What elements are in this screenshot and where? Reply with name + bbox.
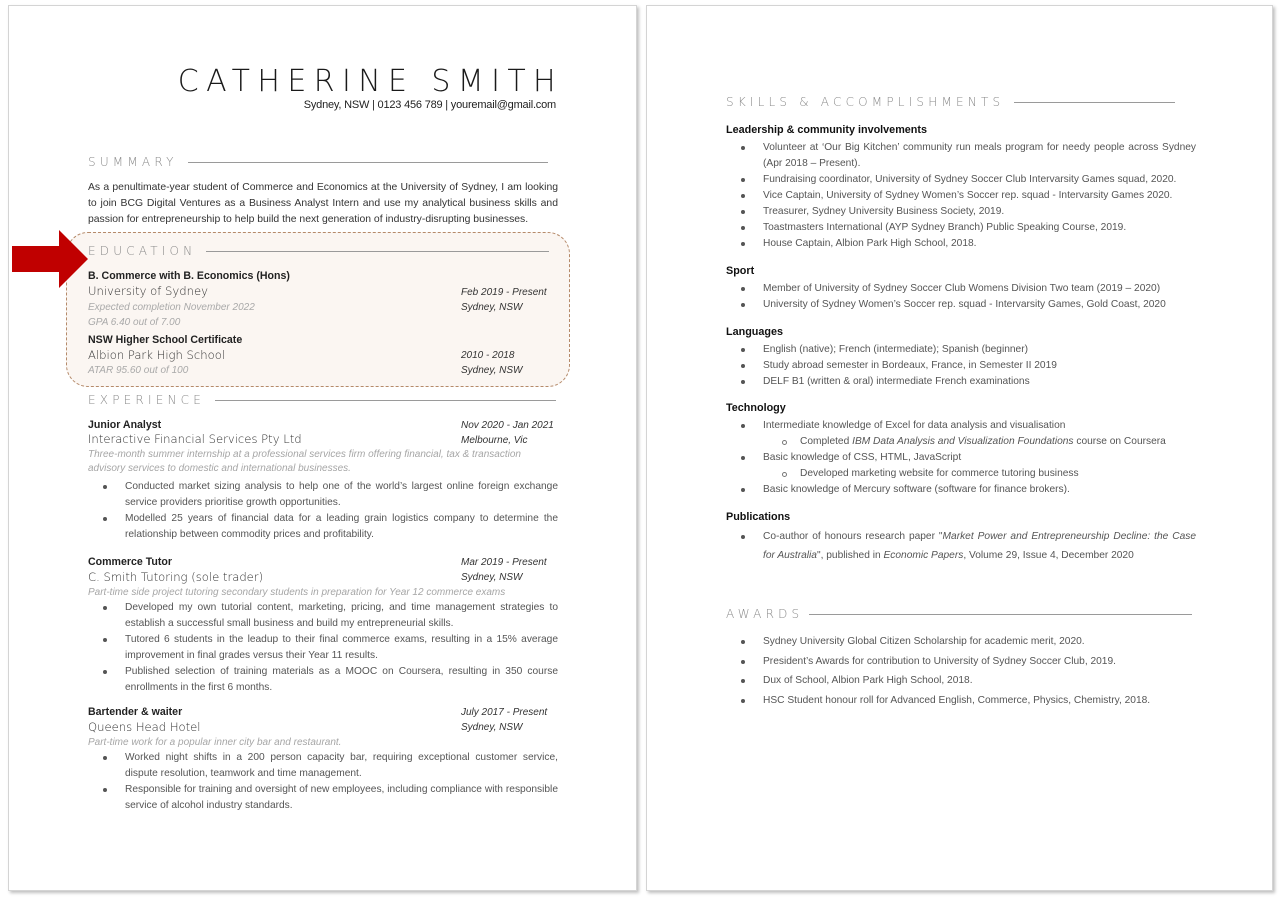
bullet-icon bbox=[741, 178, 745, 182]
experience-rule bbox=[215, 400, 556, 401]
hollow-bullet-icon bbox=[782, 472, 787, 477]
job-1-location: Melbourne, Vic bbox=[461, 435, 528, 446]
list-item: Dux of School, Albion Park High School, 2018. bbox=[726, 671, 1196, 691]
job-3-role: Bartender & waiter bbox=[88, 706, 183, 718]
summary-text: As a penultimate-year student of Commerce and Economics at the University of Sydney, I am looking to join BCG Digital Ventures as a Business Analyst Intern and use my analytical business skills and passion for entrepreneurship to help build the next generation of industry-disrupting businesses. bbox=[88, 182, 558, 225]
awards-heading-text: AWARDS bbox=[726, 607, 804, 621]
list-item: Basic knowledge of CSS, HTML, JavaScript bbox=[726, 450, 1206, 466]
publications-list bbox=[726, 527, 1196, 565]
job-3-location: Sydney, NSW bbox=[461, 722, 523, 733]
education-rule bbox=[206, 251, 549, 252]
edu-2-note-atar: ATAR 95.60 out of 100 bbox=[88, 365, 189, 376]
bullet-icon bbox=[741, 348, 745, 352]
list-item: Treasurer, Sydney University Business Society, 2019. bbox=[726, 204, 1196, 220]
awards-heading bbox=[726, 607, 1192, 621]
technology-heading: Technology bbox=[726, 402, 786, 414]
course-title: IBM Data Analysis and Visualization Foundations bbox=[852, 436, 1074, 447]
bullet-icon bbox=[103, 485, 107, 489]
leadership-list bbox=[726, 140, 1196, 252]
job-3-dates: July 2017 - Present bbox=[461, 707, 548, 718]
list-item: Published selection of training materials as a MOOC on Coursera, resulting in 350 course enrollments in the first 6 months. bbox=[88, 664, 558, 696]
languages-heading: Languages bbox=[726, 326, 783, 338]
languages-list bbox=[726, 342, 1196, 390]
paper-title: Market Power and Entrepreneurship Decline: the Case for Australia bbox=[763, 531, 1196, 561]
bullet-icon bbox=[741, 242, 745, 246]
list-item: Worked night shifts in a 200 person capacity bar, requiring exceptional customer service, dispute resolution, teamwork and time management. bbox=[88, 750, 558, 782]
summary-rule bbox=[188, 162, 548, 163]
bullet-icon bbox=[103, 517, 107, 521]
bullet-icon bbox=[741, 699, 745, 703]
list-item: Responsible for training and oversight of new employees, including compliance with responsible service of alcohol industry standards. bbox=[88, 782, 558, 814]
job-1-dates: Nov 2020 - Jan 2021 bbox=[461, 420, 554, 431]
awards-rule bbox=[809, 614, 1192, 615]
hollow-bullet-icon bbox=[782, 440, 787, 445]
bullet-icon bbox=[103, 670, 107, 674]
summary-heading bbox=[88, 155, 548, 169]
edu-1-degree: B. Commerce with B. Economics (Hons) bbox=[88, 270, 290, 282]
bullet-icon bbox=[103, 756, 107, 760]
list-subitem: Completed IBM Data Analysis and Visualization Foundations course on Coursera bbox=[726, 434, 1206, 450]
job-3-bullets bbox=[88, 750, 558, 814]
skills-rule bbox=[1014, 102, 1175, 103]
bullet-icon bbox=[741, 640, 745, 644]
resume-page-1 bbox=[8, 5, 637, 891]
list-item: Modelled 25 years of financial data for a leading grain logistics company to determine the relationship between commodity prices and profitability. bbox=[88, 511, 558, 543]
edu-2-dates: 2010 - 2018 bbox=[461, 350, 515, 361]
skills-heading-text: SKILLS & ACCOMPLISHMENTS bbox=[726, 95, 1005, 109]
list-item: University of Sydney Women’s Soccer rep. squad - Intervarsity Games, Gold Coast, 2020 bbox=[726, 297, 1206, 313]
job-1-bullets bbox=[88, 479, 558, 543]
bullet-icon bbox=[741, 146, 745, 150]
resume-page-2 bbox=[646, 5, 1273, 891]
job-2-dates: Mar 2019 - Present bbox=[461, 557, 547, 568]
edu-1-note-gpa: GPA 6.40 out of 7.00 bbox=[88, 317, 181, 328]
bullet-icon bbox=[741, 456, 745, 460]
bullet-icon bbox=[741, 488, 745, 492]
edu-2-institution: Albion Park High School bbox=[88, 348, 226, 362]
leadership-heading: Leadership & community involvements bbox=[726, 124, 927, 136]
bullet-icon bbox=[741, 303, 745, 307]
job-2-role: Commerce Tutor bbox=[88, 556, 172, 568]
list-item: Basic knowledge of Mercury software (software for finance brokers). bbox=[726, 482, 1206, 498]
education-heading-text: EDUCATION bbox=[88, 244, 197, 258]
list-item: Member of University of Sydney Soccer Club Womens Division Two team (2019 – 2020) bbox=[726, 281, 1206, 297]
candidate-name: CATHERINE SMITH bbox=[177, 64, 563, 99]
job-1-role: Junior Analyst bbox=[88, 419, 162, 431]
sport-list bbox=[726, 281, 1206, 313]
bullet-icon bbox=[741, 287, 745, 291]
list-item: Fundraising coordinator, University of Sydney Soccer Club Intervarsity Games squad, 2020. bbox=[726, 172, 1196, 188]
experience-heading-text: EXPERIENCE bbox=[88, 393, 206, 407]
list-item: Developed my own tutorial content, marketing, pricing, and time management strategies to establish a successful small business and build my entrepreneurial skills. bbox=[88, 600, 558, 632]
red-arrow-icon bbox=[3, 228, 89, 290]
sport-heading: Sport bbox=[726, 265, 755, 277]
list-item: President’s Awards for contribution to University of Sydney Soccer Club, 2019. bbox=[726, 652, 1196, 672]
bullet-icon bbox=[103, 788, 107, 792]
edu-1-note-completion: Expected completion November 2022 bbox=[88, 302, 255, 313]
list-item: House Captain, Albion Park High School, 2018. bbox=[726, 236, 1196, 252]
list-item: English (native); French (intermediate); Spanish (beginner) bbox=[726, 342, 1196, 358]
list-item: HSC Student honour roll for Advanced English, Commerce, Physics, Chemistry, 2018. bbox=[726, 691, 1196, 711]
job-2-location: Sydney, NSW bbox=[461, 572, 523, 583]
list-item: Toastmasters International (AYP Sydney Branch) Public Speaking Course, 2019. bbox=[726, 220, 1196, 236]
list-item: Tutored 6 students in the leadup to their final commerce exams, resulting in a 15% average improvement in final grades versus their Year 11 results. bbox=[88, 632, 558, 664]
job-1-description: Three-month summer internship at a professional services firm offering financial, tax & transaction advisory services to domestic and international businesses. bbox=[88, 449, 521, 474]
list-item: Study abroad semester in Bordeaux, France, in Semester II 2019 bbox=[726, 358, 1196, 374]
edu-1-institution: University of Sydney bbox=[88, 284, 208, 298]
list-item: Volunteer at ‘Our Big Kitchen’ community run meals program for needy people across Sydney (Apr 2018 – Present). bbox=[726, 140, 1196, 172]
edu-2-location: Sydney, NSW bbox=[461, 365, 523, 376]
publications-heading: Publications bbox=[726, 511, 791, 523]
bullet-icon bbox=[741, 424, 745, 428]
edu-2-degree: NSW Higher School Certificate bbox=[88, 334, 243, 346]
job-2-bullets bbox=[88, 600, 558, 696]
list-item: DELF B1 (written & oral) intermediate French examinations bbox=[726, 374, 1196, 390]
bullet-icon bbox=[741, 210, 745, 214]
bullet-icon bbox=[103, 606, 107, 610]
bullet-icon bbox=[741, 226, 745, 230]
summary-heading-text: SUMMARY bbox=[88, 155, 178, 169]
job-2-company: C. Smith Tutoring (sole trader) bbox=[88, 570, 264, 584]
awards-list bbox=[726, 632, 1196, 710]
bullet-icon bbox=[741, 660, 745, 664]
bullet-icon bbox=[741, 679, 745, 683]
list-item: Co-author of honours research paper "Market Power and Entrepreneurship Decline: the Case for Australia", published in Economic Papers, Volume 29, Issue 4, December 2020 bbox=[726, 527, 1196, 565]
list-item: Sydney University Global Citizen Scholarship for academic merit, 2020. bbox=[726, 632, 1196, 652]
bullet-icon bbox=[741, 380, 745, 384]
edu-1-location: Sydney, NSW bbox=[461, 302, 523, 313]
job-1-company: Interactive Financial Services Pty Ltd bbox=[88, 432, 302, 446]
bullet-icon bbox=[103, 638, 107, 642]
contact-info: Sydney, NSW | 0123 456 789 | youremail@gmail.com bbox=[303, 99, 556, 111]
bullet-icon bbox=[741, 535, 745, 539]
job-2-description: Part-time side project tutoring secondary students in preparation for Year 12 commerce exams bbox=[88, 587, 506, 598]
technology-list bbox=[726, 418, 1206, 498]
journal-name: Economic Papers bbox=[883, 550, 964, 561]
job-3-description: Part-time work for a popular inner city bar and restaurant. bbox=[88, 737, 342, 748]
list-subitem: Developed marketing website for commerce tutoring business bbox=[726, 466, 1206, 482]
skills-heading bbox=[726, 95, 1175, 109]
bullet-icon bbox=[741, 364, 745, 368]
education-heading bbox=[88, 244, 549, 258]
list-item: Intermediate knowledge of Excel for data analysis and visualisation bbox=[726, 418, 1206, 434]
list-item: Conducted market sizing analysis to help one of the world’s largest online foreign exchange service providers prioritise growth opportunities. bbox=[88, 479, 558, 511]
bullet-icon bbox=[741, 194, 745, 198]
list-item: Vice Captain, University of Sydney Women’s Soccer rep. squad - Intervarsity Games 2020. bbox=[726, 188, 1196, 204]
job-3-company: Queens Head Hotel bbox=[88, 720, 201, 734]
edu-1-dates: Feb 2019 - Present bbox=[461, 287, 547, 298]
experience-heading bbox=[88, 393, 556, 407]
